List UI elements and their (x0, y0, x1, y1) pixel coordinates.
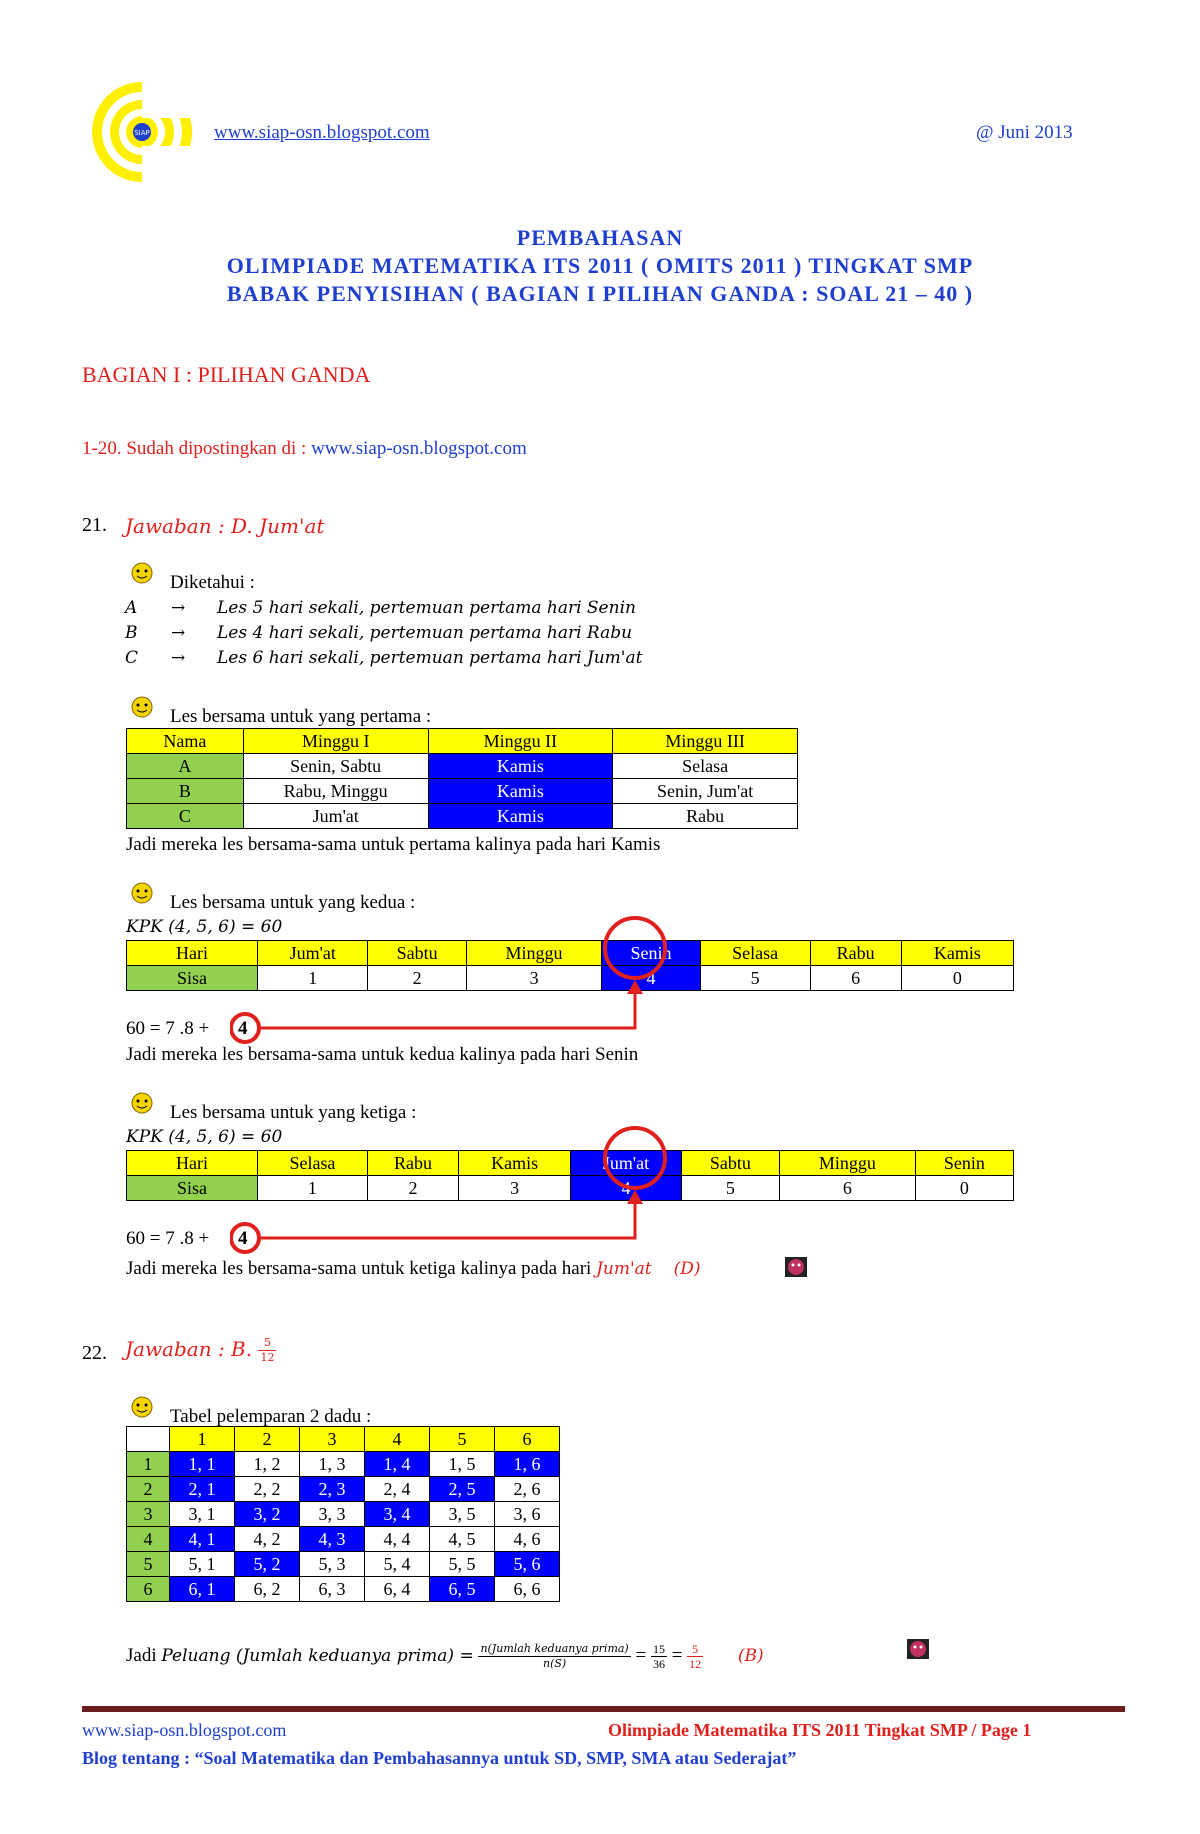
kpk-line: KPK (4, 5, 6) = 60 (126, 917, 283, 937)
table-cell: 1 (258, 966, 368, 991)
table-cell: 4, 3 (300, 1527, 365, 1552)
table-header: Hari (127, 1151, 258, 1176)
table-cell: 1, 5 (430, 1452, 495, 1477)
table-cell: 6 (780, 1176, 916, 1201)
row-header: 5 (127, 1552, 170, 1577)
row-header: 1 (127, 1452, 170, 1477)
table-header: Kamis (459, 1151, 571, 1176)
table-cell: 1, 1 (170, 1452, 235, 1477)
table-header: Senin (915, 1151, 1013, 1176)
header-date: @ Juni 2013 (976, 122, 1073, 143)
table-cell: 5 (700, 966, 810, 991)
table-cell: 4, 6 (495, 1527, 560, 1552)
table-cell: C (127, 804, 244, 829)
section-heading: BAGIAN I : PILIHAN GANDA (82, 362, 371, 387)
dice-table (126, 1426, 560, 1602)
title-line3: BABAK PENYISIHAN ( BAGIAN I PILIHAN GANDA : SOAL 21 – 40 ) (226, 281, 974, 306)
table-cell: 5, 2 (235, 1552, 300, 1577)
smiley-icon (130, 882, 154, 904)
footer-blog: Blog tentang : “Soal Matematika dan Pembahasannya untuk SD, SMP, SMA atau Sederajat” (82, 1748, 797, 1768)
table-cell: 1, 3 (300, 1452, 365, 1477)
table-cell: 4, 2 (235, 1527, 300, 1552)
equation-right: 4 (238, 1018, 248, 1039)
table-cell: Selasa (613, 754, 798, 779)
q22-conclusion: Jadi Peluang (Jumlah keduanya prima) = $\frac{\text{n(Jumlah keduanya prima)}}{n(S)}$ = $\frac{15}{36}$ = $\frac{5}{12}$ (B) (126, 1642, 764, 1671)
table-cell: 5, 6 (495, 1552, 560, 1577)
table-cell: 4, 4 (365, 1527, 430, 1552)
row-header: 6 (127, 1577, 170, 1602)
table-cell: Sisa (127, 966, 258, 991)
svg-text:SIAP: SIAP (134, 129, 150, 137)
table-header: Selasa (258, 1151, 368, 1176)
table-cell: 2, 3 (300, 1477, 365, 1502)
table-cell: 1, 4 (365, 1452, 430, 1477)
fact-row: C → Les 6 hari sekali, pertemuan pertama hari Jum'at (125, 648, 643, 668)
equation-left: 60 = 7 .8 + (126, 1228, 210, 1249)
table-cell: 2, 4 (365, 1477, 430, 1502)
table-header: Minggu (466, 941, 602, 966)
table-cell: 0 (901, 966, 1013, 991)
table-header: 1 (170, 1427, 235, 1452)
table-header: Minggu III (613, 729, 798, 754)
title-line1: PEMBAHASAN (516, 225, 684, 250)
footer-link[interactable]: www.siap-osn.blogspot.com (82, 1720, 287, 1740)
annotation-arrow (230, 1118, 690, 1258)
first-conclusion: Jadi mereka les bersama-sama untuk pertama kalinya pada hari Kamis (126, 834, 661, 855)
table-cell: 4, 5 (430, 1527, 495, 1552)
table-header (127, 1427, 170, 1452)
table-cell: 2, 1 (170, 1477, 235, 1502)
equation-left: 60 = 7 .8 + (126, 1018, 210, 1039)
table-cell: 2, 6 (495, 1477, 560, 1502)
q21-known: Diketahui : (170, 572, 255, 593)
table-header: Minggu II (428, 729, 613, 754)
table-cell: 1 (258, 1176, 368, 1201)
third-conclusion: Jadi mereka les bersama-sama untuk ketiga kalinya pada hari Jum'at (D) (126, 1258, 701, 1279)
table-cell: Kamis (428, 779, 613, 804)
table-cell: Senin, Sabtu (243, 754, 428, 779)
first-table (126, 728, 798, 829)
sticker-icon (784, 1256, 808, 1278)
table-header: Sabtu (681, 1151, 779, 1176)
table-cell: 3, 1 (170, 1502, 235, 1527)
table-header: Nama (127, 729, 244, 754)
table-cell: 4, 1 (170, 1527, 235, 1552)
intro-label: 1-20. Sudah dipostingkan di : (82, 438, 312, 459)
table-cell: 1, 2 (235, 1452, 300, 1477)
q22-number: 22. (82, 1342, 107, 1364)
table-header: 2 (235, 1427, 300, 1452)
fact-row: B → Les 4 hari sekali, pertemuan pertama hari Rabu (125, 623, 633, 643)
table-cell: A (127, 754, 244, 779)
fact-row: A → Les 5 hari sekali, pertemuan pertama hari Senin (125, 598, 636, 618)
intro-line (82, 438, 527, 460)
table-cell: 6, 2 (235, 1577, 300, 1602)
footer-divider (82, 1706, 1125, 1712)
table-cell: 6, 5 (430, 1577, 495, 1602)
q21-answer: Jawaban : D. Jum'at (125, 514, 325, 538)
table-cell: Rabu, Minggu (243, 779, 428, 804)
table-cell: 3, 4 (365, 1502, 430, 1527)
table-cell: 6, 3 (300, 1577, 365, 1602)
table-cell: 5, 1 (170, 1552, 235, 1577)
kpk-line: KPK (4, 5, 6) = 60 (126, 1127, 283, 1147)
first-heading: Les bersama untuk yang pertama : (170, 706, 432, 727)
table-cell: 5, 5 (430, 1552, 495, 1577)
q22-answer: Jawaban : B. $\frac{5}{12}$ (125, 1336, 275, 1364)
second-heading: Les bersama untuk yang kedua : (170, 892, 416, 913)
table-header: Sabtu (368, 941, 466, 966)
table-cell: 6, 4 (365, 1577, 430, 1602)
table-header: Rabu (367, 1151, 458, 1176)
table-header: Kamis (901, 941, 1013, 966)
table-cell: 4 (602, 966, 700, 991)
smiley-icon (130, 696, 154, 718)
table-cell: Kamis (428, 754, 613, 779)
q22-heading: Tabel pelemparan 2 dadu : (170, 1406, 372, 1427)
table-cell: B (127, 779, 244, 804)
table-header: 5 (430, 1427, 495, 1452)
header-link[interactable]: www.siap-osn.blogspot.com (214, 122, 430, 143)
table-cell: 2 (367, 1176, 458, 1201)
table-cell: Rabu (613, 804, 798, 829)
table-cell: Jum'at (243, 804, 428, 829)
table-cell: Kamis (428, 804, 613, 829)
second-conclusion: Jadi mereka les bersama-sama untuk kedua kalinya pada hari Senin (126, 1044, 639, 1065)
table-cell: 4 (571, 1176, 681, 1201)
table-cell: 3 (466, 966, 602, 991)
table-header: 3 (300, 1427, 365, 1452)
table-cell: Sisa (127, 1176, 258, 1201)
footer-page: Olimpiade Matematika ITS 2011 Tingkat SMP / Page 1 (608, 1720, 1032, 1740)
table-header: Rabu (810, 941, 901, 966)
intro-link[interactable]: www.siap-osn.blogspot.com (311, 438, 527, 459)
table-cell: 2, 5 (430, 1477, 495, 1502)
table-cell: 5, 4 (365, 1552, 430, 1577)
table-cell: 3, 5 (430, 1502, 495, 1527)
annotation-arrow (230, 908, 690, 1048)
table-cell: 6, 1 (170, 1577, 235, 1602)
row-header: 2 (127, 1477, 170, 1502)
table-cell: 2, 2 (235, 1477, 300, 1502)
row-header: 4 (127, 1527, 170, 1552)
logo (88, 78, 206, 186)
title-line2: OLIMPIADE MATEMATIKA ITS 2011 ( OMITS 2011 ) TINGKAT SMP (226, 253, 974, 278)
table-cell: 2 (368, 966, 466, 991)
sticker-icon (906, 1638, 930, 1660)
table-cell: 6 (810, 966, 901, 991)
q21-number: 21. (82, 514, 107, 536)
table-cell: 5, 3 (300, 1552, 365, 1577)
table-header: Jum'at (571, 1151, 681, 1176)
table-header: Jum'at (258, 941, 368, 966)
table-cell: 5 (681, 1176, 779, 1201)
smiley-icon (130, 1396, 154, 1418)
smiley-icon (130, 562, 154, 584)
table-header: Minggu I (243, 729, 428, 754)
table-cell: 3, 2 (235, 1502, 300, 1527)
table-cell: 3, 6 (495, 1502, 560, 1527)
third-heading: Les bersama untuk yang ketiga : (170, 1102, 417, 1123)
table-cell: 3 (459, 1176, 571, 1201)
table-header: 4 (365, 1427, 430, 1452)
table-header: 6 (495, 1427, 560, 1452)
table-cell: 3, 3 (300, 1502, 365, 1527)
table-header: Senin (602, 941, 700, 966)
table-header: Selasa (700, 941, 810, 966)
table-header: Minggu (780, 1151, 916, 1176)
table-cell: 0 (915, 1176, 1013, 1201)
equation-right: 4 (238, 1228, 248, 1249)
smiley-icon (130, 1092, 154, 1114)
table-cell: Senin, Jum'at (613, 779, 798, 804)
table-cell: 6, 6 (495, 1577, 560, 1602)
table-cell: 1, 6 (495, 1452, 560, 1477)
row-header: 3 (127, 1502, 170, 1527)
table-header: Hari (127, 941, 258, 966)
